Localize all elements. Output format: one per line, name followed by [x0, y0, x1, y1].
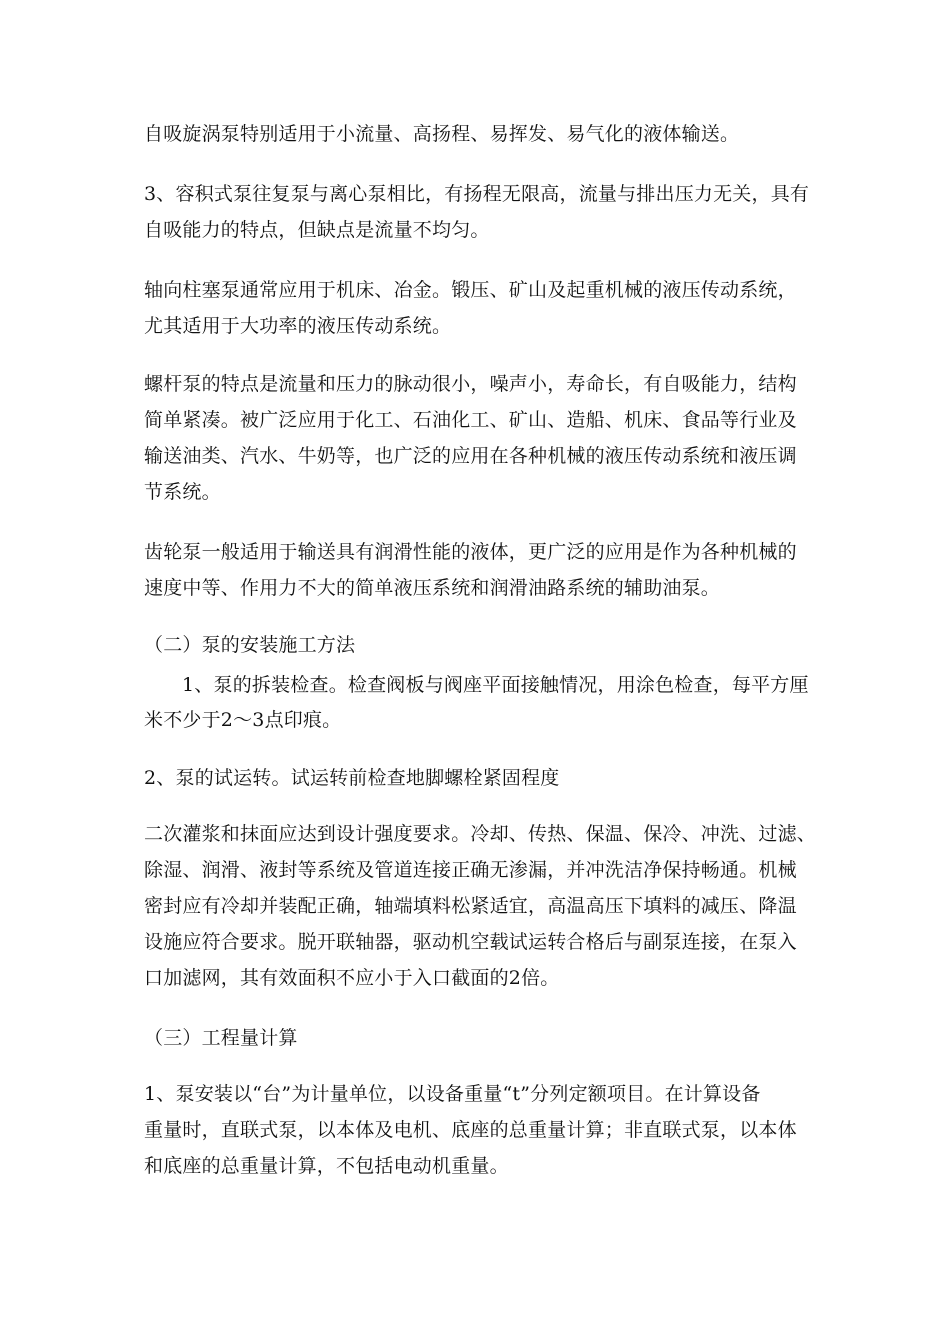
section-heading: （三）工程量计算 — [144, 1027, 298, 1049]
text-line: 简单紧凑。被广泛应用于化工、石油化工、矿山、造船、机床、食品等行业及 — [144, 409, 797, 431]
text-line: 自吸能力的特点，但缺点是流量不均匀。 — [144, 219, 490, 241]
text-line: 口加滤网，其有效面积不应小于入口截面的2倍。 — [144, 967, 560, 989]
text-line: 螺杆泵的特点是流量和压力的脉动很小，噪声小，寿命长，有自吸能力，结构 — [144, 373, 797, 395]
text-line: 米不少于2～3点印痕。 — [144, 709, 342, 731]
text-line: 设施应符合要求。脱开联轴器，驱动机空载试运转合格后与副泵连接，在泵入 — [144, 931, 797, 953]
text-line: 1、泵安装以“台”为计量单位，以设备重量“t”分列定额项目。在计算设备 — [144, 1083, 761, 1105]
text-line: 齿轮泵一般适用于输送具有润滑性能的液体，更广泛的应用是作为各种机械的 — [144, 541, 797, 563]
text-line: 速度中等、作用力不大的简单液压系统和润滑油路系统的辅助油泵。 — [144, 577, 721, 599]
text-line: 二次灌浆和抹面应达到设计强度要求。冷却、传热、保温、保冷、冲洗、过滤、 — [144, 823, 817, 845]
text-line: 尤其适用于大功率的液压传动系统。 — [144, 315, 452, 337]
text-line: 2、泵的试运转。试运转前检查地脚螺栓紧固程度 — [144, 767, 560, 789]
text-line: 轴向柱塞泵通常应用于机床、冶金。锻压、矿山及起重机械的液压传动系统， — [144, 279, 797, 301]
section-heading: （二）泵的安装施工方法 — [144, 634, 356, 656]
text-line: 节系统。 — [144, 481, 221, 503]
text-line: 重量时，直联式泵，以本体及电机、底座的总重量计算；非直联式泵，以本体 — [144, 1119, 797, 1141]
text-line: 1、泵的拆装检查。检查阀板与阀座平面接触情况，用涂色检查，每平方厘 — [182, 674, 809, 696]
text-line: 和底座的总重量计算，不包括电动机重量。 — [144, 1155, 509, 1177]
text-line: 3、容积式泵往复泵与离心泵相比，有扬程无限高，流量与排出压力无关，具有 — [144, 183, 810, 205]
text-line: 自吸旋涡泵特别适用于小流量、高扬程、易挥发、易气化的液体输送。 — [144, 123, 740, 145]
text-line: 密封应有冷却并装配正确，轴端填料松紧适宜，高温高压下填料的减压、降温 — [144, 895, 797, 917]
text-line: 除湿、润滑、液封等系统及管道连接正确无渗漏，并冲洗洁净保持畅通。机械 — [144, 859, 797, 881]
text-line: 输送油类、汽水、牛奶等，也广泛的应用在各种机械的液压传动系统和液压调 — [144, 445, 797, 467]
